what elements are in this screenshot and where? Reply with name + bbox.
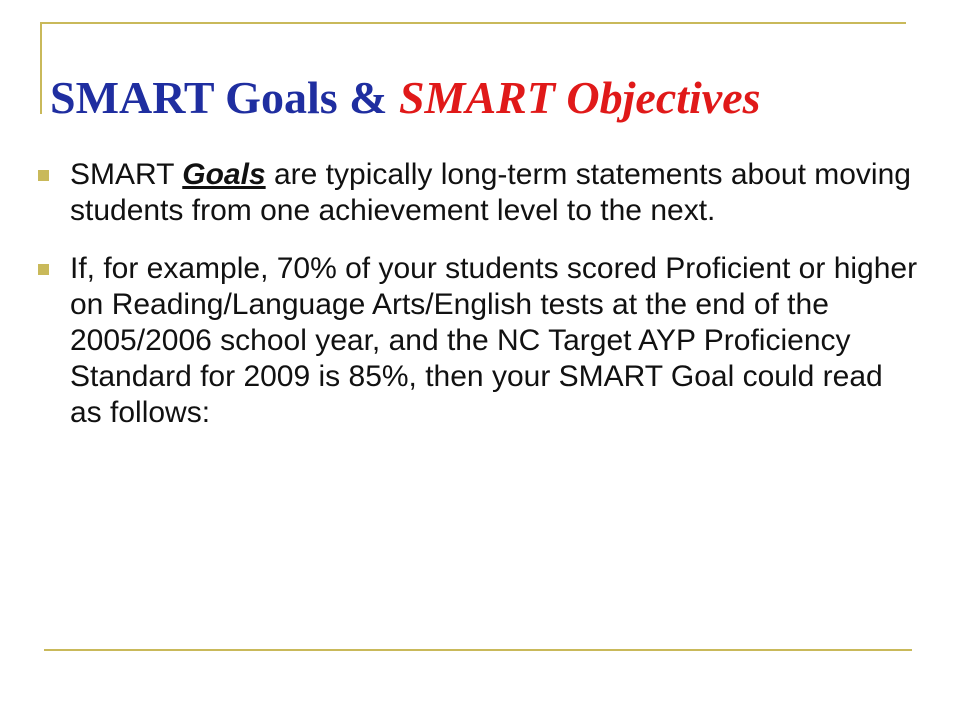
bullet-text-pre: SMART [70, 158, 174, 191]
bullet-item-goals-definition [30, 157, 920, 229]
frame-line-left [40, 22, 42, 114]
square-bullet-icon [38, 264, 49, 275]
frame-line-bottom [44, 649, 912, 651]
title-ampersand: & [349, 72, 388, 123]
slide-title [50, 66, 761, 130]
bullet-text-post: are typically long-term statements about moving students from one achievement level to the next. [70, 158, 911, 227]
frame-line-top [40, 22, 906, 24]
bullet-item-example [30, 251, 920, 431]
goals-emphasis: Goals [182, 158, 266, 191]
square-bullet-icon [38, 170, 49, 181]
title-smart-goals: SMART Goals [50, 72, 338, 123]
title-smart-objectives: SMART Objectives [398, 72, 761, 123]
bullet-text: If, for example, 70% of your students scored Proficient or higher on Reading/Language Arts/English tests at the end of the 2005/2006 school year, and the NC Target AYP Proficiency Standard for 2009 is 85%, then your SMART Goal could read as follows: [70, 252, 918, 429]
bullet-list [30, 157, 920, 453]
